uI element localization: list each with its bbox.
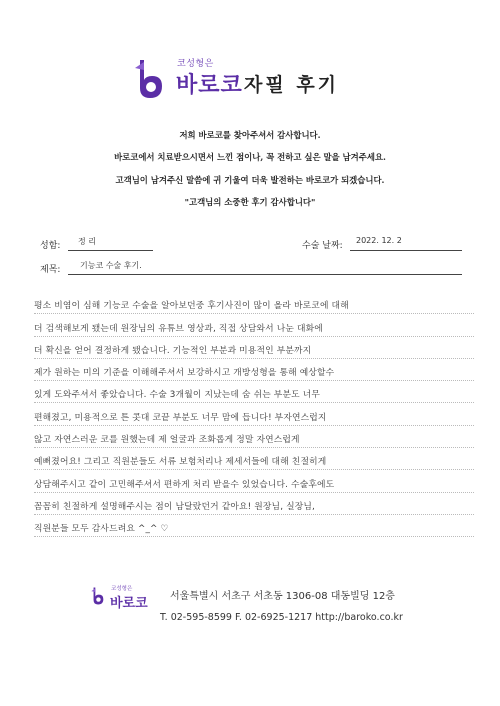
review-line [34,381,474,403]
review-line [34,515,474,537]
review-line [34,292,474,314]
intro-line: "고객님의 소중한 후기 감사합니다" [184,197,316,208]
review-line [34,337,474,359]
review-line [34,314,474,336]
intro-line: 바로코에서 치료받으시면서 느낀 점이나, 꼭 전하고 싶은 말을 남겨주세요. [114,152,386,163]
intro-line: 고객님이 남겨주신 말씀에 귀 기울여 더욱 발전하는 바로코가 되겠습니다. [115,174,385,185]
review-line [34,470,474,492]
review-text-area[interactable] [34,292,474,537]
logo-subtitle: 코성형은 [177,59,214,69]
review-line [34,448,474,470]
review-line-text: 꼼꼼히 친절하게 설명해주시는 점이 남달랐던거 같아요! 원장님, 실장님, [34,501,315,512]
review-line [34,426,474,448]
review-line-text: 않고 자연스러운 코를 원했는데 제 얼굴과 조화롭게 정말 자연스럽게 [34,435,300,446]
name-field[interactable]: 정 리 [78,237,96,246]
header-logo [132,56,372,102]
date-label: 수술 날짜: [302,241,343,251]
review-line-text: 직원분들 모두 감사드려요 ^_^ ♡ [34,524,169,535]
footer-logo-name: 바로코 [110,596,148,611]
footer-address: 서울특별시 서초구 서초동 1306-08 대동빌딩 12층 [170,591,395,602]
intro-paragraph [40,124,460,214]
footer-logo-subtitle: 코성형은 [111,586,133,592]
date-field[interactable]: 2022. 12. 2 [356,236,402,245]
intro-line: 저희 바로코를 찾아주셔서 감사합니다. [179,130,321,140]
review-line-text: 있게 도와주셔서 좋았습니다. 수술 3개월이 지났는데 숨 쉬는 부분도 너무 [34,390,320,401]
review-line-text: 제가 원하는 미의 기준을 이해해주셔서 보강하시고 개방성형을 통해 예상할수 [34,368,335,379]
review-line-text: 상담해주시고 같이 고민해주셔서 편하게 처리 받을수 있었습니다. 수술후에도 [34,479,335,490]
review-line-text: 더 검색해보게 됐는데 원장님의 유튜브 영상과, 직접 상담와서 나눈 대화에 [34,323,323,334]
review-line [34,359,474,381]
footer-contact: T. 02-595-8599 F. 02-6925-1217 http://baroko.co.kr [160,612,403,623]
name-label: 성함: [40,241,61,251]
footer-logo [90,584,160,610]
logo-name: 바로코 [176,73,243,98]
page-title: 자필 후기 [244,74,340,96]
review-line-text: 더 확신을 얻어 결정하게 됐습니다. 기능적인 부분과 미용적인 부분까지 [34,345,312,356]
subject-underline [68,274,462,275]
subject-label: 제목: [40,265,61,275]
baroko-logo-icon [90,586,106,606]
subject-field[interactable]: 기능코 수술 후기. [80,261,142,270]
baroko-logo-icon [132,58,168,100]
review-line [34,493,474,515]
review-line-text: 예뻐졌어요! 그리고 직원분들도 서류 보험처리나 제세서들에 대해 친절히게 [34,457,327,468]
name-underline [68,250,153,251]
review-line-text: 평소 비염이 심해 기능코 수술을 알아보던중 후기사진이 많이 올라 바로코에 대해 [34,301,349,312]
date-underline [350,250,462,251]
review-line [34,403,474,425]
review-line-text: 편해졌고, 미용적으로 튼 콧대 코끝 부분도 너무 맘에 듭니다! 부자연스럽지 [34,412,327,423]
